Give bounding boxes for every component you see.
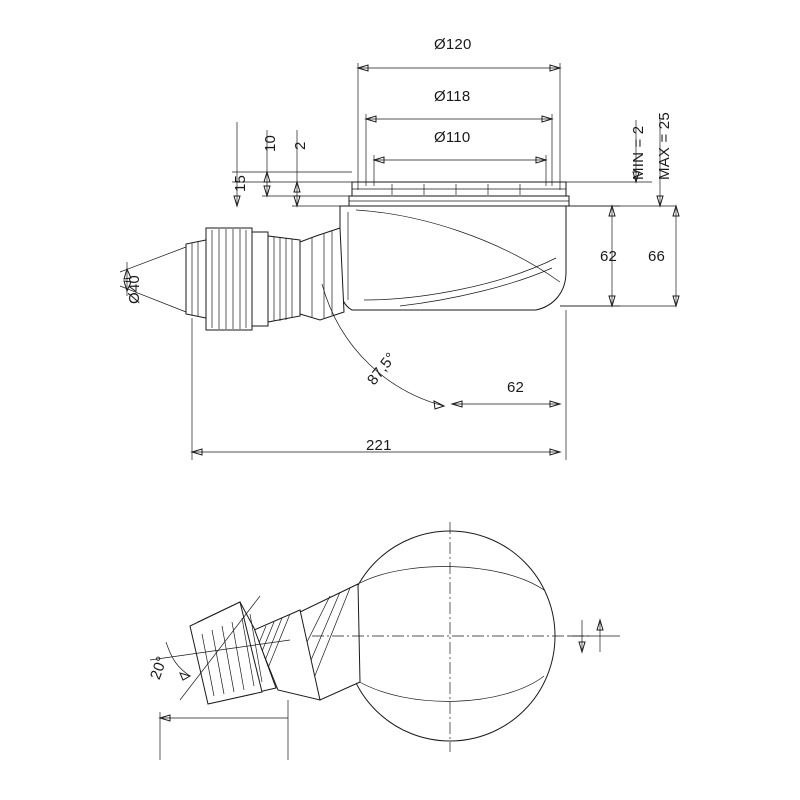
dim-label-min2: MIN = 2: [630, 125, 647, 180]
dim-label-d40: Ø40: [126, 275, 143, 304]
dim-label-62-offset: 62: [507, 379, 525, 396]
dim-label-221: 221: [366, 437, 392, 454]
dim-label-10: 10: [262, 134, 279, 152]
dim-label-62-height: 62: [600, 248, 618, 265]
top-plan-view: [150, 522, 620, 760]
dim-label-max25: MAX = 25: [656, 112, 673, 180]
dim-label-66-height: 66: [648, 248, 666, 265]
dim-label-d120: Ø120: [434, 36, 472, 53]
dim-label-2: 2: [292, 141, 309, 150]
dim-label-20deg: 20°: [147, 654, 171, 682]
dim-label-d118: Ø118: [434, 88, 471, 105]
dim-label-875deg: 87,5°: [364, 349, 400, 389]
dim-label-15: 15: [232, 174, 249, 192]
side-elevation-view: [120, 63, 679, 460]
dim-label-d110: Ø110: [434, 129, 471, 146]
